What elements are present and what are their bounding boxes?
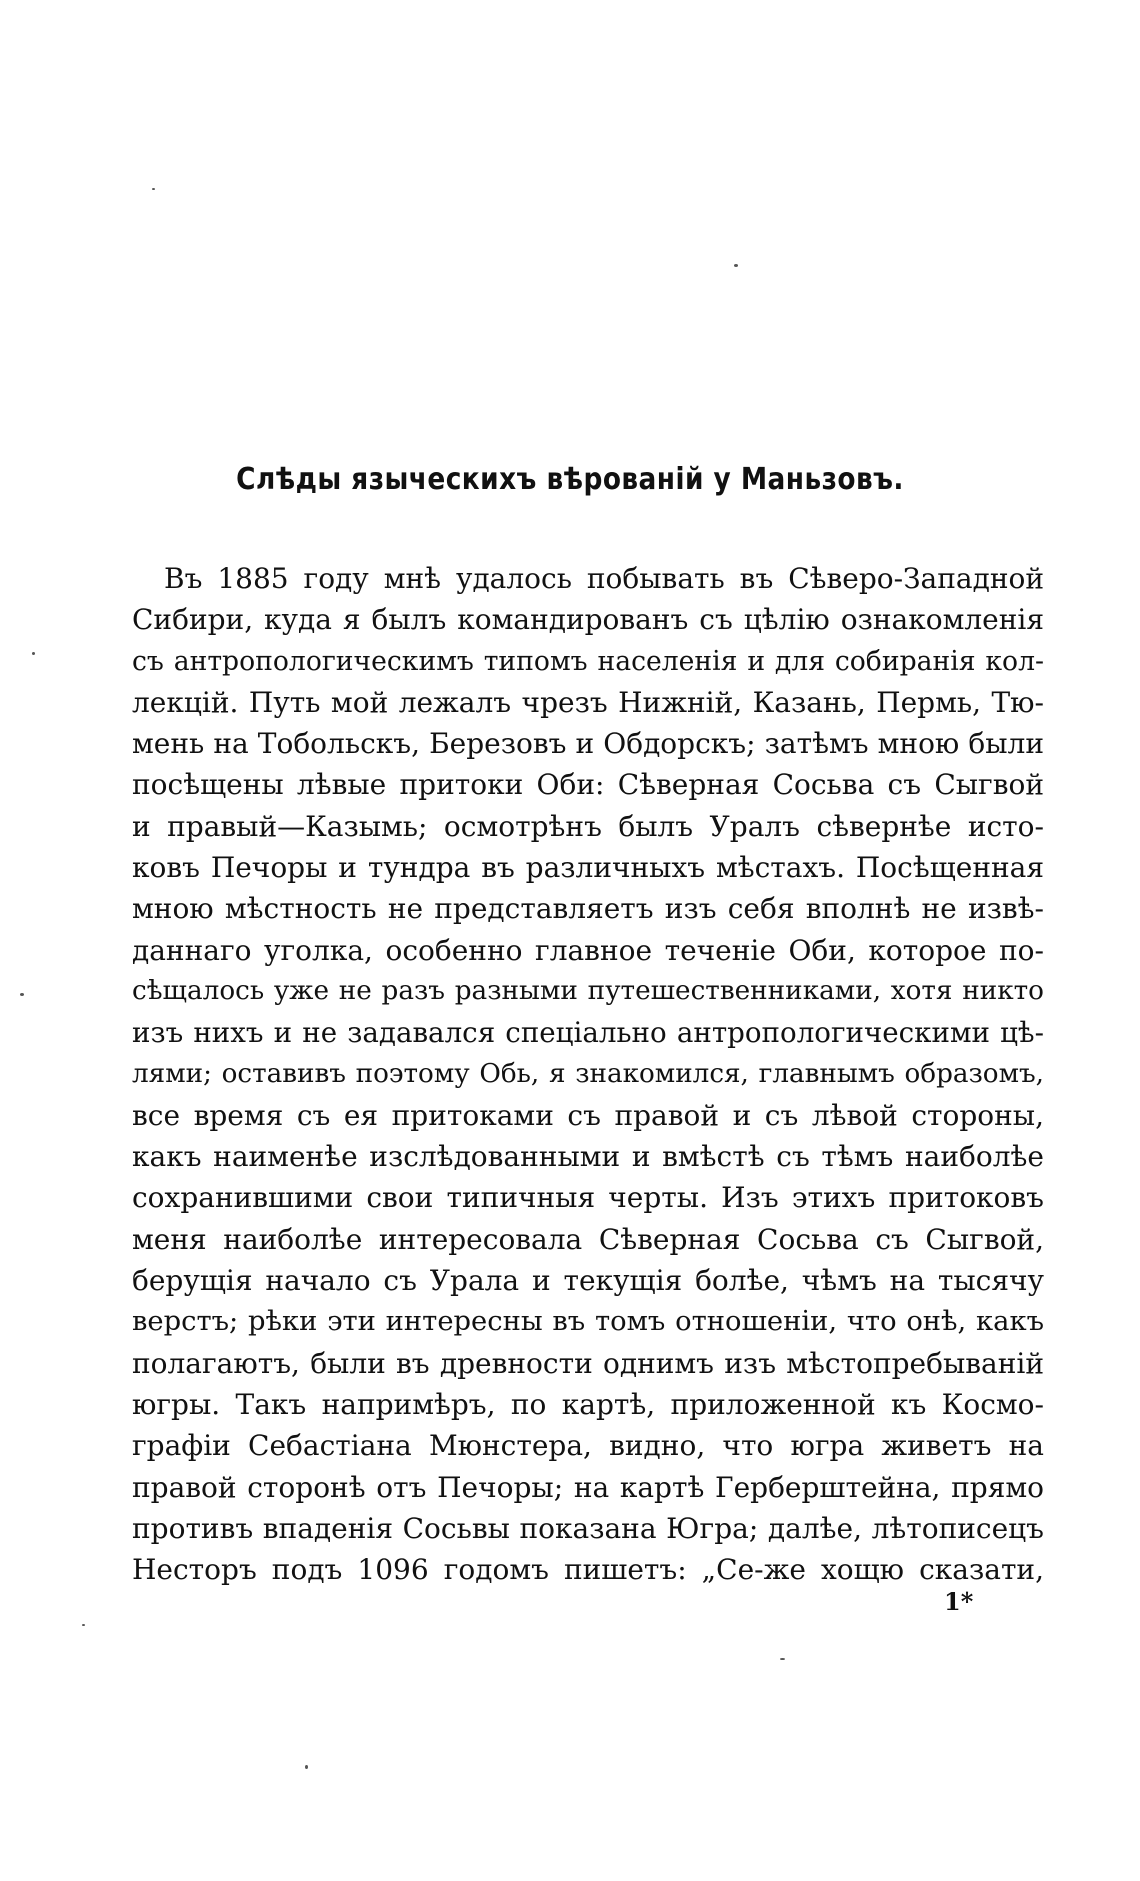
text-line: и правый—Казымь; осмотрѣнъ былъ Уралъ сѣвернѣе исто- <box>132 809 1044 843</box>
print-speck <box>780 1658 785 1660</box>
text-line: берущія начало съ Урала и текущія болѣе, чѣмъ на тысячу <box>132 1264 1044 1298</box>
text-line: сохранившими свои типичныя черты. Изъ этихъ притоковъ <box>132 1181 1044 1215</box>
text-line: Сибири, куда я былъ командированъ съ цѣлію ознакомленія <box>132 603 1044 637</box>
text-line: правой сторонѣ отъ Печоры; на картѣ Герберштейна, прямо <box>132 1470 1044 1504</box>
text-line: мною мѣстность не представляетъ изъ себя вполнѣ не извѣ- <box>132 892 1044 926</box>
text-line: югры. Такъ напримѣръ, по картѣ, приложенной къ Космо- <box>132 1387 1044 1421</box>
signature-mark: 1* <box>944 1587 974 1616</box>
text-line: графіи Себастіана Мюнстера, видно, что югра живетъ на <box>132 1429 1044 1463</box>
text-line: Несторъ подъ 1096 годомъ пишетъ: „Се-же хощю сказати, <box>132 1553 1044 1587</box>
print-speck <box>305 1765 308 1769</box>
text-line: верстъ; рѣки эти интересны въ томъ отношеніи, что онѣ, какъ <box>132 1306 1044 1338</box>
print-speck <box>32 652 35 655</box>
print-speck <box>82 1624 85 1626</box>
print-speck <box>734 264 738 267</box>
text-line: какъ наименѣе изслѣдованными и вмѣстѣ съ тѣмъ наиболѣе <box>132 1140 1044 1174</box>
page-title: Слѣды языческихъ вѣрованій у Маньзовъ. <box>236 462 904 497</box>
print-speck <box>20 993 24 996</box>
text-line: ковъ Печоры и тундра въ различныхъ мѣстахъ. Посѣщенная <box>132 851 1044 885</box>
text-line: противъ впаденія Сосьвы показана Югра; далѣе, лѣтописецъ <box>132 1511 1044 1545</box>
body-text <box>132 558 1044 1590</box>
text-line: посѣщены лѣвые притоки Оби: Сѣверная Сосьва съ Сыгвой <box>132 768 1044 802</box>
text-line: лекцій. Путь мой лежалъ чрезъ Нижній, Казань, Пермь, Тю- <box>132 685 1044 719</box>
print-speck <box>152 188 155 190</box>
text-line: все время съ ея притоками съ правой и съ лѣвой стороны, <box>132 1098 1044 1132</box>
text-line: мень на Тобольскъ, Березовъ и Обдорскъ; затѣмъ мною были <box>132 727 1044 761</box>
text-line: съ антропологическимъ типомъ населенія и для собиранія кол- <box>132 645 1044 677</box>
text-line: меня наиболѣе интересовала Сѣверная Сосьва съ Сыгвой, <box>132 1222 1044 1256</box>
text-line: лями; оставивъ поэтому Обь, я знакомился, главнымъ образомъ, <box>132 1058 1044 1089</box>
text-line: изъ нихъ и не задавался спеціально антропологическими цѣ- <box>132 1016 1044 1050</box>
text-line: полагаютъ, были въ древности однимъ изъ мѣстопребываній <box>132 1346 1044 1380</box>
text-line: сѣщалось уже не разъ разными путешественниками, хотя никто <box>132 975 1044 1006</box>
text-line: Въ 1885 году мнѣ удалось побывать въ Сѣверо-Западной <box>164 562 1044 595</box>
text-line: даннаго уголка, особенно главное теченіе Оби, которое по- <box>132 933 1044 967</box>
